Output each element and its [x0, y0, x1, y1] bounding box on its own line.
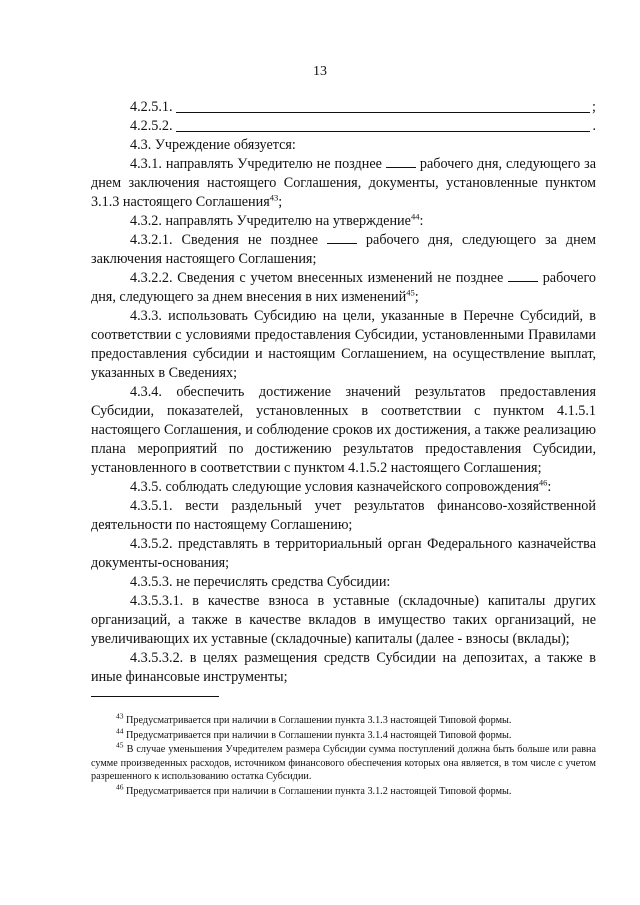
clause-end-punct: :: [419, 213, 424, 229]
footnote-text: Предусматривается при наличии в Соглашении пункта 3.1.4 настоящей Типовой формы.: [126, 729, 512, 741]
clause-text: рабочего дня, следующего за днем заключения настоящего Соглашения, документы, установленные пунктом 3.1.3 настоящего Соглашения: [91, 156, 597, 210]
clause-4-3-5-1: 4.3.5.1. вести раздельный учет результатов финансово-хозяйственной деятельности по настоящему Соглашению;: [91, 498, 596, 533]
clause-text: 4.3.5. соблюдать следующие условия казначейского сопровождения: [130, 479, 539, 495]
footnote-43: [91, 711, 596, 728]
clause-4-2-5-2: [91, 117, 596, 136]
blank-field: [508, 281, 538, 282]
footnote-text: Предусматривается при наличии в Соглашении пункта 3.1.2 настоящей Типовой формы.: [126, 785, 512, 797]
clause-end-punct: :: [547, 479, 552, 495]
clause-4-3-5-3-1: 4.3.5.3.1. в качестве взноса в уставные (складочные) капиталы других организаций, а также в качестве вкладов в имущество таких организаций, не увеличивающих их уставные (складочные) капиталы (далее - взносы (вклады);: [91, 593, 596, 647]
document-body: [91, 98, 596, 687]
clause-end-punct: ;: [278, 194, 283, 210]
clause-4-2-5-1: [91, 98, 596, 117]
page-number: 13: [313, 64, 327, 79]
clause-4-3-5-3-2: 4.3.5.3.2. в целях размещения средств Субсидии на депозитах, а также в иные финансовые инструменты;: [91, 650, 596, 685]
footnote-number: 44: [116, 726, 124, 736]
footnote-number: 46: [116, 782, 124, 792]
fill-in-line: [176, 131, 591, 132]
footnote-ref: 44: [410, 211, 420, 222]
blank-field: [327, 243, 357, 244]
blank-field: [386, 167, 416, 168]
clause-4-3-2-2: [91, 269, 596, 307]
footnote-46: [91, 782, 596, 799]
footnote-text: В случае уменьшения Учредителем размера Субсидии сумма поступлений должна быть больше или равна сумме произведенных расходов, источником финансового обеспечения которых она является, в том числе с учетом разрешенного к использованию остатка Субсидии.: [91, 744, 596, 782]
footnote-separator: [91, 696, 219, 697]
clause-4-3-1: [91, 155, 596, 212]
footnote-number: 45: [116, 740, 124, 750]
footnote-ref: 46: [538, 477, 548, 488]
clause-4-3-3: 4.3.3. использовать Субсидию на цели, указанные в Перечне Субсидий, в соответствии с условиями предоставления Субсидии, установленными Правилами предоставления субсидии и настоящим Соглашением, на осуществление выплат, указанных в Сведениях;: [91, 308, 596, 381]
clause-4-3-4: 4.3.4. обеспечить достижение значений результатов предоставления Субсидии, показателей, установленных в соответствии с пунктом 4.1.5.1 настоящего Соглашения, и соблюдение сроков их достижения, а также реализацию плана мероприятий по достижению результатов предоставления Субсидии, установленного в соответствии с пунктом 4.1.5.2 настоящего Соглашения;: [91, 384, 596, 476]
fill-in-line: [176, 112, 590, 113]
clause-text: 4.3.2. направлять Учредителю на утверждение: [130, 213, 411, 229]
footnote-number: 43: [116, 711, 124, 721]
clause-end-punct: ;: [592, 99, 596, 115]
clause-label: 4.2.5.1.: [130, 99, 173, 115]
clause-4-3-2: [91, 212, 596, 231]
clause-4-3-5-2: 4.3.5.2. представлять в территориальный орган Федерального казначейства документы-основания;: [91, 536, 596, 571]
footnote-ref: 43: [269, 192, 279, 203]
clause-text: рабочего дня, следующего за днем внесения в них изменений: [91, 270, 597, 305]
clause-4-3-5: [91, 478, 596, 497]
clause-text: рабочего дня, следующего за днем заключения настоящего Соглашения;: [91, 232, 596, 267]
footnote-text: Предусматривается при наличии в Соглашении пункта 3.1.3 настоящей Типовой формы.: [126, 715, 512, 726]
clause-4-3-2-1: [91, 231, 596, 269]
clause-text: 4.3.2.1. Сведения не позднее: [130, 232, 319, 248]
clause-label: 4.2.5.2.: [130, 118, 173, 134]
clause-end-punct: ;: [414, 289, 419, 305]
footnote-44: [91, 726, 596, 743]
footnotes: [91, 711, 596, 799]
footnote-45: [91, 740, 596, 784]
clause-end-punct: .: [592, 118, 596, 134]
footnote-ref: 45: [406, 287, 415, 298]
clause-text: 4.3.2.2. Сведения с учетом внесенных изменений не позднее: [130, 270, 504, 286]
clause-4-3: 4.3. Учреждение обязуется:: [130, 137, 296, 153]
clause-4-3-5-3: 4.3.5.3. не перечислять средства Субсидии:: [130, 574, 391, 590]
clause-text: 4.3.1. направлять Учредителю не позднее: [130, 156, 382, 172]
